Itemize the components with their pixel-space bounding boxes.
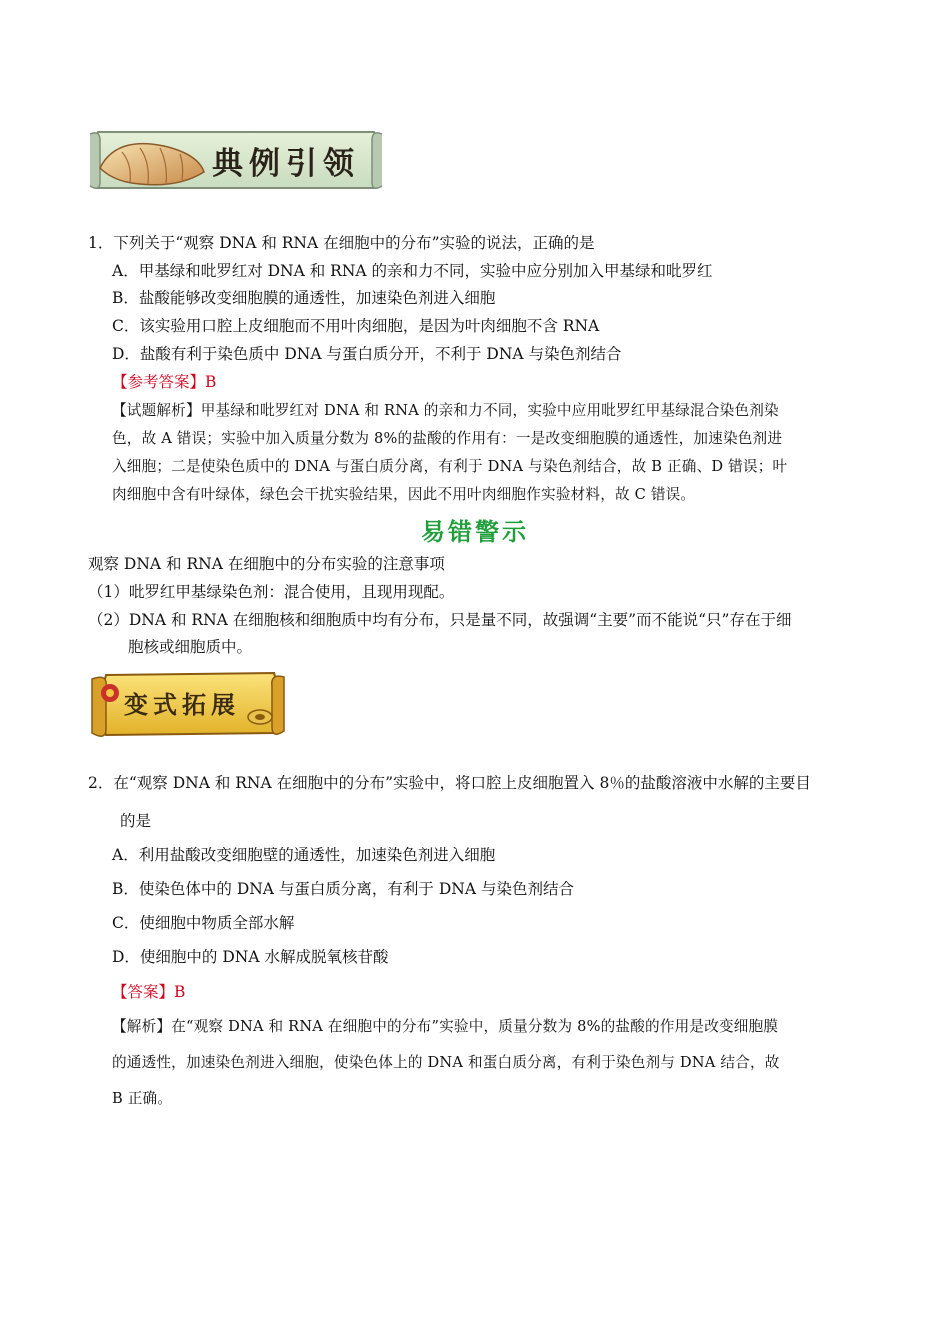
- question-stem: 2．在“观察 DNA 和 RNA 在细胞中的分布”实验中，将口腔上皮细胞置入 8％的盐酸溶液中水解的主要目: [88, 774, 811, 792]
- analysis-line: 的通透性，加速染色剂进入细胞，使染色体上的 DNA 和蛋白质分离，有利于染色剂与 DNA 结合，故: [112, 1054, 780, 1071]
- option-a: A．甲基绿和吡罗红对 DNA 和 RNA 的亲和力不同，实验中应分别加入甲基绿和吡罗红: [112, 262, 713, 280]
- analysis-line: [112, 1016, 778, 1038]
- banner-typical-example: [86, 124, 386, 196]
- banner-variant-extension: [88, 663, 288, 743]
- warning-title: 易错警示: [421, 517, 529, 546]
- analysis-label: 【解析】: [112, 1018, 172, 1035]
- analysis-line: 肉细胞中含有叶绿体，绿色会干扰实验结果，因此不用叶肉细胞作实验材料，故 C 错误。: [112, 486, 696, 503]
- coin-icon: [248, 710, 272, 724]
- option-c: C．该实验用口腔上皮细胞而不用叶肉细胞，是因为叶肉细胞不含 RNA: [112, 317, 600, 335]
- option-a: A．利用盐酸改变细胞壁的通透性，加速染色剂进入细胞: [112, 846, 496, 864]
- answer-label: 【答案】: [112, 983, 175, 1001]
- flower-icon: [101, 684, 119, 702]
- option-d: D．使细胞中的 DNA 水解成脱氧核苷酸: [112, 948, 389, 966]
- analysis-line: 【试题解析】甲基绿和吡罗红对 DNA 和 RNA 的亲和力不同，实验中应用吡罗红甲基绿混合染色剂染: [112, 402, 779, 419]
- warning-item: （2）DNA 和 RNA 在细胞核和细胞质中均有分布，只是量不同，故强调“主要”而不能说“只”存在于细: [88, 611, 792, 629]
- option-c: C．使细胞中物质全部水解: [112, 914, 295, 932]
- question-stem-cont: 的是: [120, 812, 152, 830]
- option-b: B．使染色体中的 DNA 与蛋白质分离，有利于 DNA 与染色剂结合: [112, 880, 574, 898]
- banner-title: 典例引领: [212, 146, 360, 182]
- warning-item: 胞核或细胞质中。: [128, 638, 253, 656]
- answer-value: B: [205, 373, 217, 391]
- answer-line: [112, 371, 216, 393]
- banner-title: 变式拓展: [124, 690, 240, 719]
- option-b: B．盐酸能够改变细胞膜的通透性，加速染色剂进入细胞: [112, 289, 496, 307]
- option-d: D．盐酸有利于染色质中 DNA 与蛋白质分开，不利于 DNA 与染色剂结合: [112, 345, 622, 363]
- analysis-line: 入细胞；二是使染色质中的 DNA 与蛋白质分离，有利于 DNA 与染色剂结合，故 B 正确、D 错误；叶: [112, 458, 788, 475]
- analysis-line: B 正确。: [112, 1090, 173, 1107]
- analysis-text: 在“观察 DNA 和 RNA 在细胞中的分布”实验中，质量分数为 8%的盐酸的作用是改变细胞膜: [171, 1018, 779, 1035]
- analysis-line: 色，故 A 错误；实验中加入质量分数为 8%的盐酸的作用有：一是改变细胞膜的通透性，加速染色剂进: [112, 430, 783, 447]
- answer-line: [112, 981, 185, 1003]
- answer-value: B: [174, 983, 186, 1001]
- question-stem: 1．下列关于“观察 DNA 和 RNA 在细胞中的分布”实验的说法，正确的是: [88, 234, 595, 252]
- warning-item: （1）吡罗红甲基绿染色剂：混合使用，且现用现配。: [88, 583, 455, 601]
- warning-intro: 观察 DNA 和 RNA 在细胞中的分布实验的注意事项: [88, 555, 445, 573]
- answer-label: 【参考答案】: [112, 373, 206, 391]
